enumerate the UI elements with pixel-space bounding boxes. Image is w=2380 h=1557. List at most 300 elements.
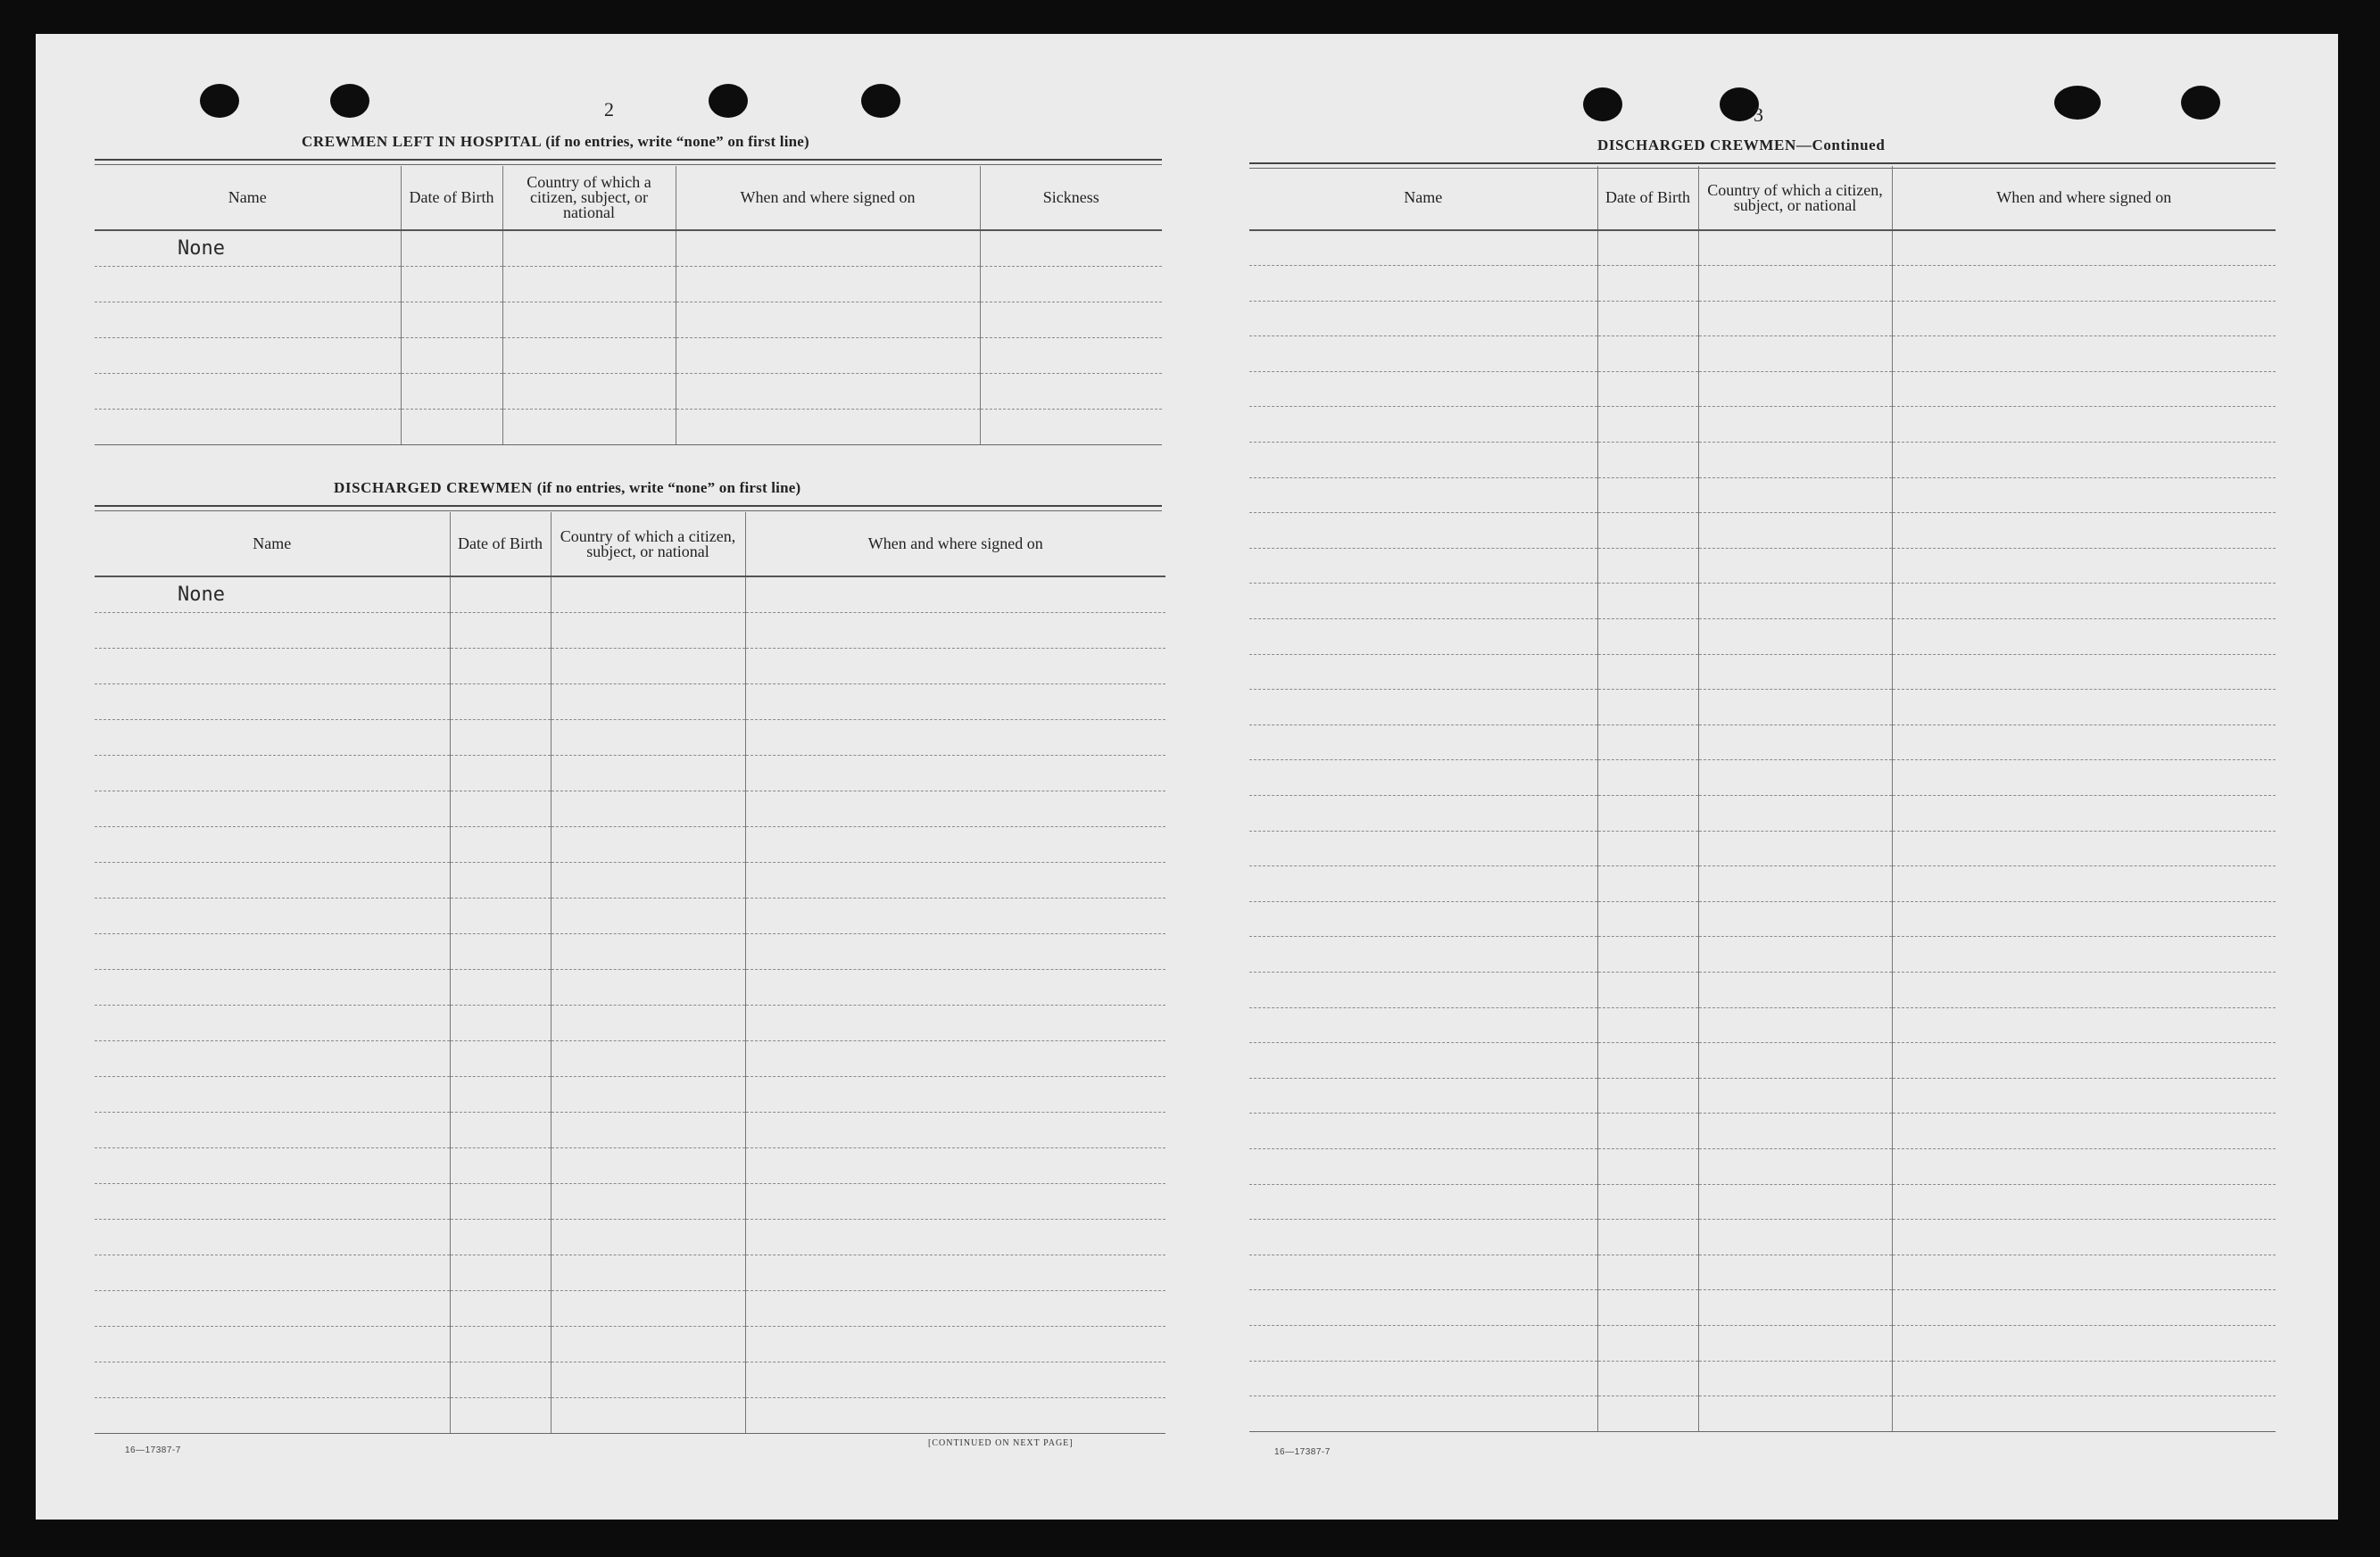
- punch-hole: [2181, 86, 2220, 120]
- table-row: [95, 755, 1165, 791]
- table-cell[interactable]: [450, 826, 551, 862]
- table-cell[interactable]: [1698, 301, 1892, 336]
- table-cell[interactable]: [1249, 866, 1597, 902]
- table-cell[interactable]: [1597, 796, 1698, 832]
- table-cell[interactable]: [1892, 1007, 2276, 1043]
- table-cell[interactable]: [1698, 1220, 1892, 1255]
- table-cell[interactable]: [551, 791, 745, 826]
- table-row: [95, 373, 1162, 409]
- table-row: [1249, 1148, 2276, 1184]
- table-cell[interactable]: [1249, 1078, 1597, 1114]
- page-number-right: 3: [1754, 104, 1763, 126]
- table-cell[interactable]: [980, 409, 1162, 444]
- table-row: [95, 933, 1165, 969]
- table-cell[interactable]: [1249, 301, 1597, 336]
- table-cell[interactable]: [1249, 1290, 1597, 1326]
- table-cell[interactable]: [401, 373, 502, 409]
- table-cell[interactable]: [551, 862, 745, 898]
- table-cell[interactable]: [676, 266, 980, 302]
- table-cell[interactable]: [1597, 513, 1698, 549]
- table-cell[interactable]: [1698, 619, 1892, 655]
- table-cell[interactable]: [1597, 1184, 1698, 1220]
- form-code-right: 16—17387-7: [1274, 1447, 1331, 1457]
- table-row: [1249, 1184, 2276, 1220]
- table-cell[interactable]: [1892, 654, 2276, 690]
- table-cell[interactable]: [1249, 1220, 1597, 1255]
- table-cell[interactable]: [551, 1326, 745, 1362]
- table-cell[interactable]: [1698, 371, 1892, 407]
- table-cell[interactable]: [551, 576, 745, 612]
- table-cell[interactable]: [1597, 654, 1698, 690]
- table-cell[interactable]: [450, 683, 551, 719]
- table-cell[interactable]: [1892, 513, 2276, 549]
- table-cell[interactable]: [1597, 1043, 1698, 1079]
- table-cell[interactable]: [1249, 513, 1597, 549]
- table-cell[interactable]: [1597, 1078, 1698, 1114]
- table-cell[interactable]: [1249, 1114, 1597, 1149]
- table-row: [95, 826, 1165, 862]
- table-cell[interactable]: [551, 1290, 745, 1326]
- table-cell[interactable]: [745, 612, 1165, 648]
- discharged-continued-title: DISCHARGED CREWMEN—Continued: [1597, 137, 1886, 153]
- table-cell[interactable]: [95, 1147, 450, 1183]
- table-row: [95, 1397, 1165, 1433]
- table-cell[interactable]: [1249, 336, 1597, 372]
- table-cell[interactable]: [1892, 972, 2276, 1007]
- table-cell[interactable]: [450, 576, 551, 612]
- table-cell[interactable]: [502, 337, 676, 373]
- table-cell[interactable]: [745, 719, 1165, 755]
- table-cell[interactable]: [401, 409, 502, 444]
- table-cell[interactable]: [1698, 654, 1892, 690]
- table-cell[interactable]: [1698, 477, 1892, 513]
- table-cell[interactable]: [450, 1040, 551, 1076]
- form-code-left: 16—17387-7: [125, 1445, 181, 1455]
- table-row: [1249, 1290, 2276, 1326]
- table-cell[interactable]: [980, 230, 1162, 266]
- table-cell[interactable]: [745, 826, 1165, 862]
- table-cell[interactable]: [502, 409, 676, 444]
- table-cell[interactable]: [1892, 831, 2276, 866]
- table-cell[interactable]: [450, 1219, 551, 1255]
- table-cell[interactable]: [1249, 477, 1597, 513]
- table-cell[interactable]: [450, 862, 551, 898]
- table-cell[interactable]: [95, 1255, 450, 1290]
- table-cell[interactable]: [95, 337, 401, 373]
- table-cell[interactable]: [1597, 937, 1698, 973]
- table-cell[interactable]: [1892, 690, 2276, 725]
- table-cell[interactable]: [1698, 1114, 1892, 1149]
- table-cell[interactable]: [450, 1255, 551, 1290]
- table-cell[interactable]: [1892, 1184, 2276, 1220]
- table-cell[interactable]: [1698, 407, 1892, 443]
- table-cell[interactable]: [95, 1362, 450, 1397]
- table-cell[interactable]: [1249, 619, 1597, 655]
- table-cell[interactable]: [551, 612, 745, 648]
- table-cell[interactable]: [95, 683, 450, 719]
- table-cell[interactable]: [551, 1040, 745, 1076]
- table-cell[interactable]: [1249, 407, 1597, 443]
- table-cell[interactable]: [1597, 548, 1698, 584]
- table-cell[interactable]: [1597, 760, 1698, 796]
- entry-none: None: [178, 583, 225, 606]
- table-row: [1249, 690, 2276, 725]
- table-cell[interactable]: [551, 1112, 745, 1147]
- table-cell[interactable]: [745, 683, 1165, 719]
- table-cell[interactable]: [450, 1326, 551, 1362]
- table-cell[interactable]: [1892, 1114, 2276, 1149]
- table-cell[interactable]: [745, 1219, 1165, 1255]
- table-cell[interactable]: [450, 1076, 551, 1112]
- punch-hole: [861, 84, 900, 118]
- table-cell[interactable]: [745, 898, 1165, 933]
- table-cell[interactable]: [745, 1147, 1165, 1183]
- table-cell[interactable]: [450, 1290, 551, 1326]
- table-cell[interactable]: [95, 648, 450, 683]
- table-cell[interactable]: [1698, 230, 1892, 266]
- table-cell[interactable]: [980, 337, 1162, 373]
- table-cell[interactable]: [1597, 266, 1698, 302]
- table-cell[interactable]: [1698, 1255, 1892, 1290]
- table-cell[interactable]: [1892, 619, 2276, 655]
- table-row: [95, 1147, 1165, 1183]
- table-cell[interactable]: [1892, 301, 2276, 336]
- table-cell[interactable]: [95, 409, 401, 444]
- table-cell[interactable]: [1698, 1396, 1892, 1432]
- table-row: [1249, 760, 2276, 796]
- table-cell[interactable]: [551, 1255, 745, 1290]
- table-cell[interactable]: [1698, 584, 1892, 619]
- table-cell[interactable]: [1249, 548, 1597, 584]
- table-cell[interactable]: [1698, 1184, 1892, 1220]
- table-cell[interactable]: [95, 898, 450, 933]
- table-cell[interactable]: [1892, 477, 2276, 513]
- table-cell[interactable]: [1892, 937, 2276, 973]
- table-cell[interactable]: [1698, 548, 1892, 584]
- table-cell[interactable]: [1698, 1007, 1892, 1043]
- table-cell[interactable]: [745, 1290, 1165, 1326]
- table-cell[interactable]: [1249, 1043, 1597, 1079]
- table-cell[interactable]: [1597, 1396, 1698, 1432]
- table-row: [1249, 584, 2276, 619]
- table-cell[interactable]: [745, 1183, 1165, 1219]
- table-cell[interactable]: [450, 648, 551, 683]
- table-cell[interactable]: [95, 576, 450, 612]
- table-cell[interactable]: [1249, 1325, 1597, 1361]
- table-cell[interactable]: [1249, 796, 1597, 832]
- table-cell[interactable]: [1249, 371, 1597, 407]
- table-cell[interactable]: [1597, 477, 1698, 513]
- table-cell[interactable]: [676, 409, 980, 444]
- table-cell[interactable]: [1892, 1220, 2276, 1255]
- table-cell[interactable]: [401, 230, 502, 266]
- table-cell[interactable]: [1249, 1361, 1597, 1396]
- table-cell[interactable]: [450, 1183, 551, 1219]
- table-cell[interactable]: [1698, 1148, 1892, 1184]
- table-cell[interactable]: [95, 230, 401, 266]
- table-cell[interactable]: [1597, 443, 1698, 478]
- table-cell[interactable]: [1892, 725, 2276, 760]
- table-cell[interactable]: [676, 230, 980, 266]
- table-cell[interactable]: [745, 1397, 1165, 1433]
- table-cell[interactable]: [1597, 725, 1698, 760]
- table-cell[interactable]: [551, 969, 745, 1005]
- table-cell[interactable]: [95, 266, 401, 302]
- table-cell[interactable]: [95, 1005, 450, 1040]
- table-cell[interactable]: [1597, 866, 1698, 902]
- table-cell[interactable]: [1892, 1043, 2276, 1079]
- table-cell[interactable]: [1249, 937, 1597, 973]
- table-cell[interactable]: [676, 337, 980, 373]
- table-cell[interactable]: [1892, 230, 2276, 266]
- table-cell[interactable]: [1597, 336, 1698, 372]
- table-cell[interactable]: [1892, 1078, 2276, 1114]
- table-cell[interactable]: [1892, 548, 2276, 584]
- table-cell[interactable]: [745, 648, 1165, 683]
- table-cell[interactable]: [745, 576, 1165, 612]
- table-cell[interactable]: [1249, 584, 1597, 619]
- table-cell[interactable]: [95, 1112, 450, 1147]
- table-cell[interactable]: [1597, 371, 1698, 407]
- table-cell[interactable]: [1597, 584, 1698, 619]
- table-cell[interactable]: [745, 862, 1165, 898]
- table-cell[interactable]: [401, 302, 502, 337]
- table-cell[interactable]: [1892, 336, 2276, 372]
- hospital-section-title: [302, 133, 809, 151]
- table-cell[interactable]: [1698, 513, 1892, 549]
- table-cell[interactable]: [980, 302, 1162, 337]
- table-cell[interactable]: [1698, 901, 1892, 937]
- hospital-title-text: CREWMEN LEFT IN HOSPITAL: [302, 133, 542, 150]
- table-cell[interactable]: [95, 373, 401, 409]
- table-cell[interactable]: [1597, 831, 1698, 866]
- table-cell[interactable]: [450, 933, 551, 969]
- table-cell[interactable]: [1892, 1361, 2276, 1396]
- table-cell[interactable]: [1892, 866, 2276, 902]
- table-cell[interactable]: [450, 1112, 551, 1147]
- table-cell[interactable]: [1249, 972, 1597, 1007]
- table-cell[interactable]: [1597, 1220, 1698, 1255]
- table-cell[interactable]: [1698, 972, 1892, 1007]
- table-cell[interactable]: [1249, 725, 1597, 760]
- table-cell[interactable]: [1892, 407, 2276, 443]
- table-cell[interactable]: [1698, 937, 1892, 973]
- table-cell[interactable]: [1597, 690, 1698, 725]
- table-cell[interactable]: [1597, 901, 1698, 937]
- table-cell[interactable]: [676, 373, 980, 409]
- table-cell[interactable]: [1249, 654, 1597, 690]
- table-cell[interactable]: [1597, 619, 1698, 655]
- table-cell[interactable]: [1698, 1290, 1892, 1326]
- table-cell[interactable]: [745, 969, 1165, 1005]
- table-row: [95, 1076, 1165, 1112]
- table-cell[interactable]: [1249, 901, 1597, 937]
- continued-note: [CONTINUED ON NEXT PAGE]: [928, 1438, 1074, 1448]
- table-cell[interactable]: [95, 969, 450, 1005]
- table-cell[interactable]: [1892, 1325, 2276, 1361]
- table-cell[interactable]: [551, 755, 745, 791]
- column-header-name: Name: [95, 166, 401, 230]
- table-row: [95, 1040, 1165, 1076]
- table-cell[interactable]: [1892, 1148, 2276, 1184]
- table-cell[interactable]: [1698, 725, 1892, 760]
- table-cell[interactable]: [1597, 1255, 1698, 1290]
- table-cell[interactable]: [1597, 1148, 1698, 1184]
- table-cell[interactable]: [450, 1397, 551, 1433]
- table-cell[interactable]: [745, 1112, 1165, 1147]
- table-cell[interactable]: [450, 1005, 551, 1040]
- table-cell[interactable]: [745, 1362, 1165, 1397]
- table-cell[interactable]: [450, 1362, 551, 1397]
- table-cell[interactable]: [551, 1362, 745, 1397]
- table-cell[interactable]: [450, 1147, 551, 1183]
- table-cell[interactable]: [1249, 1184, 1597, 1220]
- table-cell[interactable]: [502, 373, 676, 409]
- table-cell[interactable]: [1249, 443, 1597, 478]
- table-cell[interactable]: [745, 1326, 1165, 1362]
- table-cell[interactable]: [1249, 266, 1597, 302]
- table-cell[interactable]: [1249, 1396, 1597, 1432]
- table-cell[interactable]: [551, 1005, 745, 1040]
- discharged-section-title: [334, 479, 800, 497]
- table-cell[interactable]: [1698, 1361, 1892, 1396]
- table-cell[interactable]: [450, 969, 551, 1005]
- table-cell[interactable]: [745, 755, 1165, 791]
- table-cell[interactable]: [1249, 230, 1597, 266]
- table-cell[interactable]: [551, 826, 745, 862]
- table-cell[interactable]: [95, 933, 450, 969]
- table-cell[interactable]: [1597, 1361, 1698, 1396]
- table-cell[interactable]: [1892, 796, 2276, 832]
- table-cell[interactable]: [745, 791, 1165, 826]
- table-cell[interactable]: [1892, 1255, 2276, 1290]
- table-row: [95, 862, 1165, 898]
- table-cell[interactable]: [1597, 1114, 1698, 1149]
- table-cell[interactable]: [95, 1183, 450, 1219]
- table-cell[interactable]: [401, 266, 502, 302]
- table-cell[interactable]: [401, 337, 502, 373]
- table-row: [1249, 371, 2276, 407]
- table-cell[interactable]: [1597, 301, 1698, 336]
- table-cell[interactable]: [1892, 266, 2276, 302]
- table-cell[interactable]: [1892, 760, 2276, 796]
- table-cell[interactable]: [95, 719, 450, 755]
- punch-hole: [200, 84, 239, 118]
- column-header-country: Country of which a citizen, subject, or national: [551, 512, 745, 576]
- table-cell[interactable]: [95, 791, 450, 826]
- table-cell[interactable]: [745, 1005, 1165, 1040]
- table-cell[interactable]: [1892, 584, 2276, 619]
- hospital-top-rule: [95, 159, 1162, 165]
- table-row: [1249, 796, 2276, 832]
- table-cell[interactable]: [450, 755, 551, 791]
- table-cell[interactable]: [1892, 1290, 2276, 1326]
- table-cell[interactable]: [551, 1076, 745, 1112]
- table-row: [95, 576, 1165, 612]
- table-cell[interactable]: [676, 302, 980, 337]
- table-cell[interactable]: [1892, 1396, 2276, 1432]
- table-cell[interactable]: [980, 266, 1162, 302]
- table-row: [95, 719, 1165, 755]
- table-cell[interactable]: [1249, 831, 1597, 866]
- table-cell[interactable]: [95, 1076, 450, 1112]
- table-cell[interactable]: [450, 719, 551, 755]
- table-cell[interactable]: [1597, 407, 1698, 443]
- table-cell[interactable]: [745, 1040, 1165, 1076]
- table-cell[interactable]: [1698, 336, 1892, 372]
- table-cell[interactable]: [551, 1147, 745, 1183]
- table-cell[interactable]: [551, 648, 745, 683]
- table-cell[interactable]: [450, 612, 551, 648]
- table-cell[interactable]: [450, 898, 551, 933]
- table-cell[interactable]: [551, 1219, 745, 1255]
- table-cell[interactable]: [1249, 690, 1597, 725]
- table-cell[interactable]: [95, 826, 450, 862]
- table-cell[interactable]: [551, 898, 745, 933]
- table-cell[interactable]: [1249, 1007, 1597, 1043]
- table-cell[interactable]: [1698, 760, 1892, 796]
- table-cell[interactable]: [95, 1219, 450, 1255]
- table-cell[interactable]: [1698, 1078, 1892, 1114]
- table-cell[interactable]: [1892, 443, 2276, 478]
- discharged-table: [95, 512, 1165, 1434]
- table-cell[interactable]: [1698, 1043, 1892, 1079]
- table-cell[interactable]: [1698, 831, 1892, 866]
- table-cell[interactable]: [551, 933, 745, 969]
- table-cell[interactable]: [1892, 371, 2276, 407]
- table-cell[interactable]: [745, 1076, 1165, 1112]
- table-cell[interactable]: [95, 1040, 450, 1076]
- table-cell[interactable]: [95, 612, 450, 648]
- table-cell[interactable]: [450, 791, 551, 826]
- table-cell[interactable]: [1249, 760, 1597, 796]
- table-cell[interactable]: [502, 302, 676, 337]
- table-cell[interactable]: [95, 1397, 450, 1433]
- table-cell[interactable]: [551, 1183, 745, 1219]
- table-cell[interactable]: [1597, 1325, 1698, 1361]
- table-cell[interactable]: [551, 1397, 745, 1433]
- table-cell[interactable]: [1698, 1325, 1892, 1361]
- column-header-sickness: Sickness: [980, 166, 1162, 230]
- table-cell[interactable]: [502, 266, 676, 302]
- table-cell[interactable]: [502, 230, 676, 266]
- table-cell[interactable]: [1698, 266, 1892, 302]
- table-cell[interactable]: [1698, 866, 1892, 902]
- table-cell[interactable]: [95, 1326, 450, 1362]
- table-cell[interactable]: [1698, 443, 1892, 478]
- table-cell[interactable]: [95, 1290, 450, 1326]
- table-cell[interactable]: [745, 933, 1165, 969]
- table-row: [1249, 972, 2276, 1007]
- table-cell[interactable]: [95, 862, 450, 898]
- table-cell[interactable]: [1698, 796, 1892, 832]
- table-cell[interactable]: [551, 719, 745, 755]
- table-cell[interactable]: [551, 683, 745, 719]
- table-row: [95, 1326, 1165, 1362]
- table-cell[interactable]: [95, 755, 450, 791]
- table-cell[interactable]: [95, 302, 401, 337]
- table-cell[interactable]: [1249, 1148, 1597, 1184]
- table-cell[interactable]: [980, 373, 1162, 409]
- table-cell[interactable]: [1597, 1007, 1698, 1043]
- table-cell[interactable]: [745, 1255, 1165, 1290]
- table-cell[interactable]: [1249, 1255, 1597, 1290]
- table-cell[interactable]: [1597, 972, 1698, 1007]
- table-cell[interactable]: [1698, 690, 1892, 725]
- table-cell[interactable]: [1892, 901, 2276, 937]
- table-cell[interactable]: [1597, 1290, 1698, 1326]
- table-cell[interactable]: [1597, 230, 1698, 266]
